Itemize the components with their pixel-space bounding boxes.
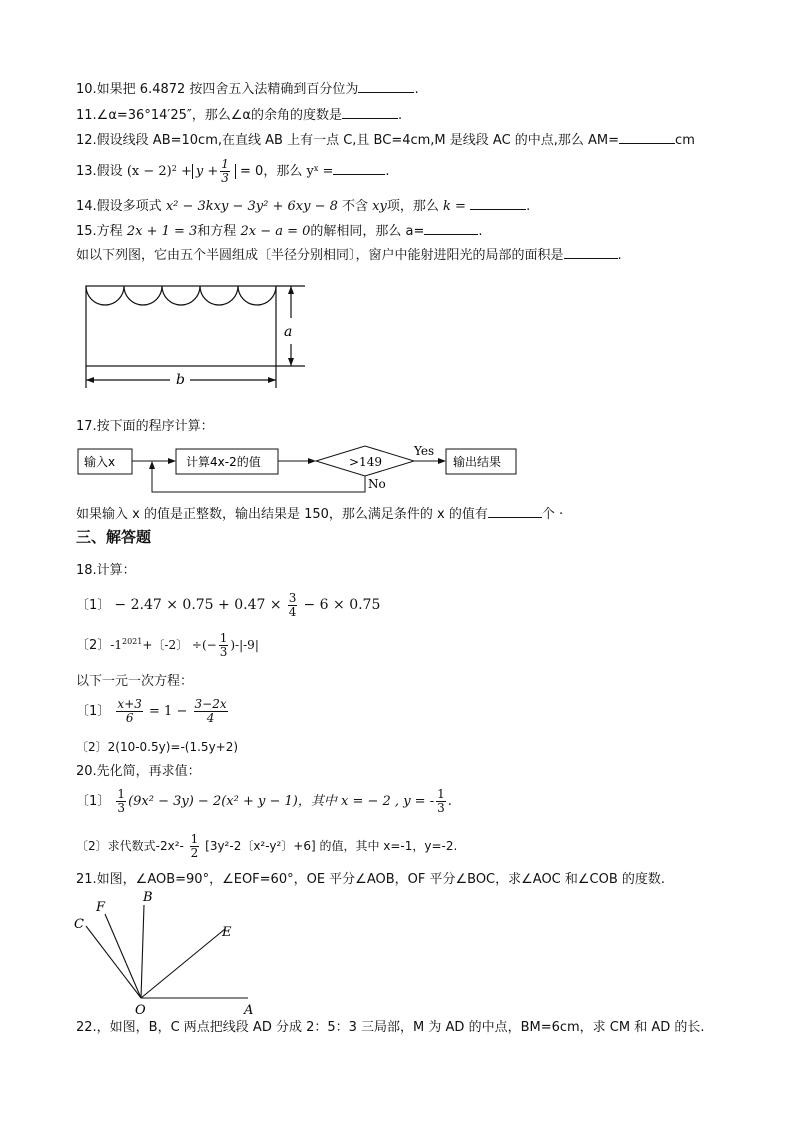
fraction: $\frac{1}{3}$ bbox=[221, 157, 229, 185]
section-heading: 三、解答题 bbox=[76, 528, 152, 546]
question-13: 13.假设 $(x - 2)^2 + y$ + $\frac{1}{3}$ = 0，那么 $y^x$ = . bbox=[76, 157, 390, 185]
flow-output-label: 输出结果 bbox=[453, 455, 502, 469]
ray-OC bbox=[86, 926, 141, 998]
fraction: $\frac{1}{3}$ bbox=[219, 631, 228, 659]
q14-polynomial: x² − 3kxy − 3y² + 6xy − 8 bbox=[165, 199, 338, 214]
flow-condition-label: >149 bbox=[349, 455, 382, 469]
fraction: $\frac{1}{3}$ bbox=[117, 787, 126, 815]
fraction: $\frac{1}{3}$ bbox=[437, 787, 445, 815]
label-E: E bbox=[222, 925, 232, 940]
question-15: 15.方程 2x + 1 = 3和方程 2x − a = 0的解相同，那么 a= . bbox=[76, 224, 483, 239]
question-20-part-1: 〔1〕 $\frac{1}{3}$ (9x² − 3y) − 2(x² + y − 1)，其中 x = − 2 , y = - $\frac{1}{3}$ . bbox=[76, 787, 452, 815]
question-11: 11.∠α=36°14′25″，那么∠α的余角的度数是 . bbox=[76, 108, 403, 123]
fraction: $\frac{x+3}{6}$ bbox=[117, 697, 142, 725]
question-22: 22.，如图，B，C 两点把线段 AD 分成 2：5：3 三局部，M 为 AD 的中点，BM=6cm，求 CM 和 AD 的长. bbox=[76, 1020, 705, 1035]
flow-input-label: 输入x bbox=[84, 455, 116, 469]
question-20-part-2: 〔2〕求代数式-2x²- $\frac{1}{2}$ [3y²-2〔x²-y²〕+6] 的值，其中 x=-1，y=-2. bbox=[76, 832, 458, 860]
question-19: 以下一元一次方程： bbox=[76, 674, 194, 689]
question-17: 17.按下面的程序计算： bbox=[76, 419, 214, 434]
label-C: C bbox=[74, 917, 84, 932]
question-20: 20.先化简，再求值： bbox=[76, 764, 201, 779]
q11-text: 11.∠α=36°14′25″，那么∠α的余角的度数是 bbox=[76, 108, 342, 123]
fraction: $\frac{3}{4}$ bbox=[288, 591, 297, 619]
question-19-part-2: 〔2〕2(10-0.5y)=-(1.5y+2) bbox=[76, 740, 239, 754]
ray-OE bbox=[141, 929, 225, 998]
question-10: 10.如果把 6.4872 按四舍五入法精确到百分位为 . bbox=[76, 82, 419, 97]
fraction: $\frac{1}{2}$ bbox=[190, 832, 199, 860]
q12-text: 12.假设线段 AB=10cm,在直线 AB 上有一点 C,且 BC=4cm,M 是线段 AC 的中点,那么 AM= bbox=[76, 133, 620, 148]
fraction: $\frac{3-2x}{4}$ bbox=[194, 697, 227, 725]
question-12: 12.假设线段 AB=10cm,在直线 AB 上有一点 C,且 BC=4cm,M 是线段 AC 的中点,那么 AM= cm bbox=[76, 133, 695, 148]
question-18-part-2: 〔2〕$-1^{2021}+$〔-2〕 ÷(− $\frac{1}{3}$ )-|-9| bbox=[76, 631, 259, 659]
question-17-continued: 如果输入 x 的值是正整数，输出结果是 150，那么满足条件的 x 的值有 个 · bbox=[76, 507, 564, 522]
question-18: 18.计算： bbox=[76, 563, 136, 578]
q10-text: 10.如果把 6.4872 按四舍五入法精确到百分位为 bbox=[76, 82, 359, 97]
q13-expr: $(x - 2)^2$ + bbox=[126, 164, 192, 179]
flow-no-label: No bbox=[368, 477, 386, 491]
question-16: 如以下列图，它由五个半圆组成〔半径分别相同〕，窗户中能射进阳光的局部的面积是 . bbox=[76, 248, 622, 263]
label-b: b bbox=[176, 372, 185, 388]
label-A: A bbox=[244, 1003, 254, 1018]
label-a: a bbox=[284, 324, 293, 340]
ray-OF bbox=[105, 914, 141, 998]
flow-compute-label: 计算4x-2的值 bbox=[186, 455, 261, 469]
label-O: O bbox=[135, 1003, 146, 1018]
question-19-part-1: 〔1〕 $\frac{x+3}{6}$ = 1 − $\frac{3-2x}{4}$ bbox=[76, 697, 227, 725]
question-18-part-1: 〔1〕 − 2.47 × 0.75 + 0.47 × $\frac{3}{4}$ − 6 × 0.75 bbox=[76, 591, 381, 619]
label-B: B bbox=[143, 890, 153, 905]
flow-yes-label: Yes bbox=[414, 444, 435, 458]
ray-OB bbox=[141, 905, 144, 998]
question-14: 14.假设多项式 x² − 3kxy − 3y² + 6xy − 8 不含 xy项，那么 k = . bbox=[76, 199, 531, 214]
question-21: 21.如图，∠AOB=90°，∠EOF=60°，OE 平分∠AOB，OF 平分∠BOC，求∠AOC 和∠COB 的度数. bbox=[76, 872, 666, 887]
q13-abs: y + $\frac{1}{3}$ bbox=[192, 164, 236, 179]
label-F: F bbox=[96, 900, 106, 915]
